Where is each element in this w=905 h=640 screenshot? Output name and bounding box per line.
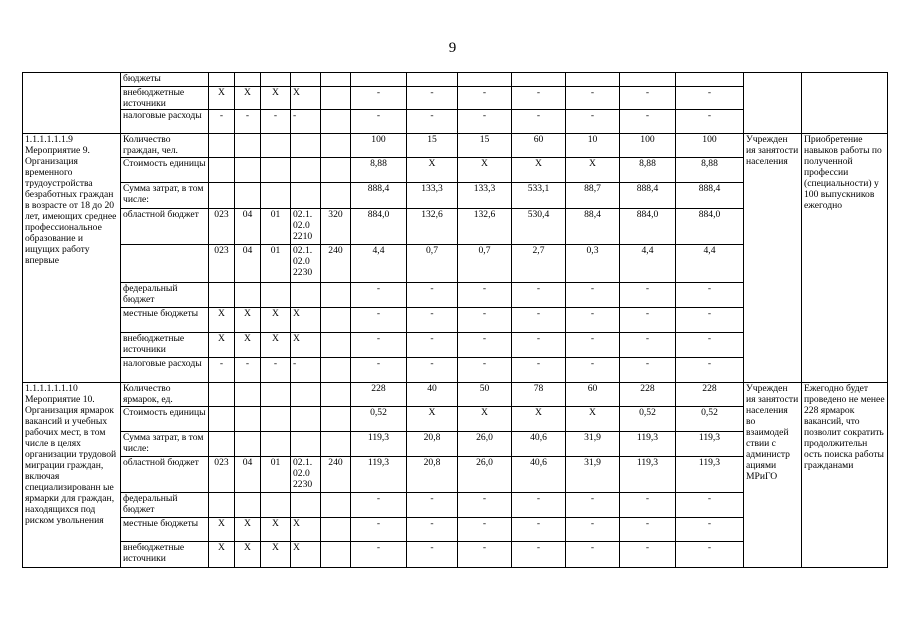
continued-activity-cell (23, 73, 121, 134)
amount-cell: - (620, 333, 676, 358)
budget-code-cell: Х (235, 333, 261, 358)
amount-cell: - (566, 358, 620, 383)
amount-cell (512, 73, 566, 87)
amount-cell: 530,4 (512, 209, 566, 245)
funding-source-cell: Сумма затрат, в том числе: (121, 432, 209, 457)
amount-cell: - (351, 283, 407, 308)
funding-source-cell: внебюджетные источники (121, 333, 209, 358)
budget-code-cell: - (291, 110, 321, 134)
funding-source-cell: местные бюджеты (121, 308, 209, 333)
amount-cell: 40,6 (512, 432, 566, 457)
amount-cell: 888,4 (351, 183, 407, 209)
amount-cell: - (566, 493, 620, 518)
amount-cell: 40,6 (512, 457, 566, 493)
amount-cell: - (512, 493, 566, 518)
executor-cell: Учрежден ия занятости населения во взаимодей ствии с администр ациями МРиГО (744, 383, 802, 568)
funding-source-cell: внебюджетные источники (121, 542, 209, 568)
amount-cell: 60 (512, 134, 566, 158)
amount-cell: - (512, 542, 566, 568)
amount-cell: - (407, 283, 458, 308)
amount-cell: - (620, 518, 676, 542)
amount-cell: 78 (512, 383, 566, 407)
amount-cell: - (566, 542, 620, 568)
budget-code-cell: 320 (321, 209, 351, 245)
budget-code-cell (291, 158, 321, 183)
amount-cell: - (566, 333, 620, 358)
amount-cell: - (512, 518, 566, 542)
budget-code-cell (261, 407, 291, 432)
amount-cell: - (458, 333, 512, 358)
budget-code-cell: 01 (261, 457, 291, 493)
budget-code-cell: 240 (321, 457, 351, 493)
amount-cell: 0,3 (566, 245, 620, 283)
budget-code-cell (321, 283, 351, 308)
funding-source-cell: областной бюджет (121, 209, 209, 245)
budget-code-cell (291, 73, 321, 87)
amount-cell: 228 (620, 383, 676, 407)
budget-code-cell (321, 432, 351, 457)
budget-code-cell: 023 (209, 245, 235, 283)
amount-cell: - (566, 87, 620, 110)
amount-cell: - (458, 308, 512, 333)
budget-code-cell (321, 493, 351, 518)
budget-code-cell: - (209, 358, 235, 383)
budget-code-cell (261, 183, 291, 209)
budget-code-cell (291, 134, 321, 158)
budget-code-cell: Х (235, 542, 261, 568)
amount-cell: 4,4 (620, 245, 676, 283)
funding-source-cell: федеральный бюджет (121, 493, 209, 518)
amount-cell: 133,3 (407, 183, 458, 209)
budget-code-cell (209, 407, 235, 432)
amount-cell: 100 (620, 134, 676, 158)
amount-cell: - (458, 493, 512, 518)
budget-code-cell: Х (261, 308, 291, 333)
budget-code-cell: Х (261, 518, 291, 542)
table-row (23, 383, 888, 407)
amount-cell: - (512, 283, 566, 308)
amount-cell: 228 (676, 383, 744, 407)
amount-cell: 119,3 (620, 432, 676, 457)
amount-cell (351, 73, 407, 87)
budget-code-cell: 01 (261, 245, 291, 283)
amount-cell: - (566, 110, 620, 134)
amount-cell: Х (458, 158, 512, 183)
amount-cell: 0,7 (458, 245, 512, 283)
budget-code-cell (235, 283, 261, 308)
amount-cell: 884,0 (351, 209, 407, 245)
amount-cell: Х (458, 407, 512, 432)
budget-code-cell (209, 283, 235, 308)
budget-code-cell: Х (209, 87, 235, 110)
budget-code-cell (209, 493, 235, 518)
budget-code-cell (321, 87, 351, 110)
amount-cell: 132,6 (407, 209, 458, 245)
budget-code-cell: - (261, 110, 291, 134)
amount-cell: - (676, 358, 744, 383)
budget-code-cell (235, 73, 261, 87)
amount-cell (458, 73, 512, 87)
amount-cell: - (620, 542, 676, 568)
funding-source-cell: налоговые расходы (121, 358, 209, 383)
amount-cell: - (407, 518, 458, 542)
amount-cell: - (620, 358, 676, 383)
amount-cell: - (512, 333, 566, 358)
budget-code-cell: - (235, 110, 261, 134)
amount-cell: 8,88 (620, 158, 676, 183)
amount-cell: - (620, 87, 676, 110)
budget-code-cell: Х (209, 542, 235, 568)
activity-title-cell: 1.1.1.1.1.1.9 Мероприятие 9. Организация временного трудоустройства безработных граждан в возрасте от 18 до 20 лет, имеющих среднее профессиональное образование и ищущих работу впервые (23, 134, 121, 383)
executor-cell (744, 73, 802, 134)
amount-cell: 888,4 (620, 183, 676, 209)
table-row (23, 73, 888, 87)
amount-cell: - (676, 333, 744, 358)
amount-cell: 4,4 (351, 245, 407, 283)
budget-code-cell (321, 542, 351, 568)
budget-code-cell (209, 134, 235, 158)
budget-code-cell: Х (209, 333, 235, 358)
amount-cell: 8,88 (351, 158, 407, 183)
funding-source-cell: налоговые расходы (121, 110, 209, 134)
amount-cell: 119,3 (351, 432, 407, 457)
budget-code-cell (291, 407, 321, 432)
amount-cell: 0,52 (351, 407, 407, 432)
budget-code-cell: Х (209, 308, 235, 333)
amount-cell: 15 (407, 134, 458, 158)
budget-code-cell (261, 73, 291, 87)
amount-cell: - (512, 110, 566, 134)
amount-cell (620, 73, 676, 87)
budget-code-cell (321, 407, 351, 432)
budget-code-cell: 02.1. 02.0 2230 (291, 245, 321, 283)
budget-code-cell (209, 183, 235, 209)
budget-code-cell: - (291, 358, 321, 383)
funding-source-cell: внебюджетные источники (121, 87, 209, 110)
amount-cell: - (351, 110, 407, 134)
amount-cell: - (566, 308, 620, 333)
amount-cell: - (351, 333, 407, 358)
amount-cell: - (458, 518, 512, 542)
amount-cell: 4,4 (676, 245, 744, 283)
amount-cell: 119,3 (676, 457, 744, 493)
amount-cell: - (458, 87, 512, 110)
amount-cell: 88,4 (566, 209, 620, 245)
funding-source-cell: федеральный бюджет (121, 283, 209, 308)
amount-cell: 228 (351, 383, 407, 407)
funding-source-cell: областной бюджет (121, 457, 209, 493)
budget-code-cell: 04 (235, 245, 261, 283)
amount-cell: - (351, 87, 407, 110)
amount-cell: 133,3 (458, 183, 512, 209)
amount-cell: - (620, 283, 676, 308)
amount-cell: 100 (351, 134, 407, 158)
budget-code-cell (261, 432, 291, 457)
funding-source-cell: Стоимость единицы (121, 407, 209, 432)
amount-cell: - (620, 493, 676, 518)
amount-cell: 15 (458, 134, 512, 158)
budget-code-cell: 02.1. 02.0 2210 (291, 209, 321, 245)
amount-cell: - (351, 493, 407, 518)
amount-cell: 119,3 (676, 432, 744, 457)
budget-code-cell (291, 283, 321, 308)
budget-code-cell: Х (209, 518, 235, 542)
budget-code-cell (321, 358, 351, 383)
amount-cell: - (351, 542, 407, 568)
amount-cell (566, 73, 620, 87)
budget-code-cell: Х (291, 518, 321, 542)
amount-cell: 50 (458, 383, 512, 407)
amount-cell: - (407, 333, 458, 358)
budget-code-cell: 01 (261, 209, 291, 245)
amount-cell: Х (512, 158, 566, 183)
budget-code-cell: 02.1. 02.0 2230 (291, 457, 321, 493)
amount-cell: Х (407, 407, 458, 432)
amount-cell: 0,52 (676, 407, 744, 432)
budget-code-cell: Х (261, 333, 291, 358)
amount-cell: 31,9 (566, 457, 620, 493)
budget-code-cell: 023 (209, 457, 235, 493)
budget-code-cell (209, 432, 235, 457)
amount-cell: - (512, 308, 566, 333)
budget-code-cell (321, 158, 351, 183)
amount-cell: Х (512, 407, 566, 432)
budget-code-cell: Х (261, 542, 291, 568)
budget-code-cell (321, 308, 351, 333)
amount-cell: 100 (676, 134, 744, 158)
budget-code-cell: 240 (321, 245, 351, 283)
budget-code-cell (321, 183, 351, 209)
amount-cell: 2,7 (512, 245, 566, 283)
budget-code-cell (321, 383, 351, 407)
amount-cell: 20,8 (407, 457, 458, 493)
budget-code-cell: 023 (209, 209, 235, 245)
result-cell: Приобретение навыков работы по полученной профессии (специальности) у 100 выпускников ежегодно (802, 134, 888, 383)
amount-cell: - (458, 358, 512, 383)
amount-cell: - (407, 110, 458, 134)
budget-code-cell: - (209, 110, 235, 134)
amount-cell: - (407, 87, 458, 110)
budget-code-cell: Х (235, 308, 261, 333)
amount-cell: 88,7 (566, 183, 620, 209)
budget-code-cell (235, 432, 261, 457)
budget-code-cell (235, 183, 261, 209)
amount-cell: Х (407, 158, 458, 183)
budget-code-cell: 04 (235, 457, 261, 493)
result-cell (802, 73, 888, 134)
amount-cell: - (351, 518, 407, 542)
funding-source-cell: местные бюджеты (121, 518, 209, 542)
budget-code-cell (209, 158, 235, 183)
amount-cell: - (351, 358, 407, 383)
budget-code-cell (291, 383, 321, 407)
amount-cell: - (620, 308, 676, 333)
budget-code-cell: Х (261, 87, 291, 110)
amount-cell: 31,9 (566, 432, 620, 457)
amount-cell: - (458, 110, 512, 134)
budget-code-cell (291, 493, 321, 518)
amount-cell: 40 (407, 383, 458, 407)
budget-code-cell: 04 (235, 209, 261, 245)
amount-cell: 119,3 (351, 457, 407, 493)
amount-cell: - (566, 518, 620, 542)
amount-cell: - (676, 110, 744, 134)
amount-cell: - (676, 87, 744, 110)
budget-code-cell: Х (235, 87, 261, 110)
funding-source-cell: Сумма затрат, в том числе: (121, 183, 209, 209)
amount-cell: - (407, 308, 458, 333)
funding-source-cell: бюджеты (121, 73, 209, 87)
amount-cell: 119,3 (620, 457, 676, 493)
amount-cell: 132,6 (458, 209, 512, 245)
amount-cell: - (676, 493, 744, 518)
budget-code-cell (291, 183, 321, 209)
amount-cell: - (676, 283, 744, 308)
amount-cell: 26,0 (458, 432, 512, 457)
budget-code-cell (261, 493, 291, 518)
activity-title-cell: 1.1.1.1.1.1.10 Мероприятие 10. Организация ярмарок вакансий и учебных рабочих мест, в том числе в целях организации трудовой миграции граждан, включая специализированн ые ярмарки для граждан, находящихся под риском увольнения (23, 383, 121, 568)
amount-cell: - (676, 518, 744, 542)
budget-code-cell (321, 73, 351, 87)
amount-cell: 884,0 (620, 209, 676, 245)
budget-code-cell (235, 134, 261, 158)
page-number: 9 (448, 40, 457, 56)
amount-cell: 10 (566, 134, 620, 158)
table-row (23, 134, 888, 158)
amount-cell: 26,0 (458, 457, 512, 493)
budget-code-cell: - (261, 358, 291, 383)
budget-code-cell: Х (291, 542, 321, 568)
executor-cell: Учрежден ия занятости населения (744, 134, 802, 383)
amount-cell: - (351, 308, 407, 333)
amount-cell: 0,7 (407, 245, 458, 283)
amount-cell: 8,88 (676, 158, 744, 183)
budget-code-cell (209, 383, 235, 407)
funding-source-cell (121, 245, 209, 283)
amount-cell: - (407, 542, 458, 568)
funding-source-cell: Стоимость единицы (121, 158, 209, 183)
amount-cell: - (458, 283, 512, 308)
budget-code-cell: Х (291, 308, 321, 333)
amount-cell: - (566, 283, 620, 308)
amount-cell: 0,52 (620, 407, 676, 432)
budget-code-cell: - (235, 358, 261, 383)
budget-code-cell (261, 383, 291, 407)
amount-cell: Х (566, 407, 620, 432)
budget-code-cell (235, 493, 261, 518)
budget-code-cell: Х (291, 333, 321, 358)
amount-cell: Х (566, 158, 620, 183)
amount-cell (676, 73, 744, 87)
funding-source-cell: Количество ярмарок, ед. (121, 383, 209, 407)
amount-cell (407, 73, 458, 87)
budget-code-cell (321, 134, 351, 158)
amount-cell: 60 (566, 383, 620, 407)
amount-cell: - (620, 110, 676, 134)
budget-code-cell (321, 518, 351, 542)
amount-cell: - (512, 87, 566, 110)
amount-cell: - (407, 493, 458, 518)
amount-cell: 884,0 (676, 209, 744, 245)
amount-cell: - (676, 542, 744, 568)
amount-cell: 20,8 (407, 432, 458, 457)
amount-cell: - (407, 358, 458, 383)
budget-code-cell (261, 134, 291, 158)
budget-code-cell (261, 158, 291, 183)
funding-source-cell: Количество граждан, чел. (121, 134, 209, 158)
budget-code-cell (209, 73, 235, 87)
budget-code-cell: Х (291, 87, 321, 110)
amount-cell: 888,4 (676, 183, 744, 209)
budget-code-cell (235, 383, 261, 407)
budget-code-cell (321, 110, 351, 134)
budget-code-cell (235, 407, 261, 432)
budget-code-cell (321, 333, 351, 358)
budget-code-cell (291, 432, 321, 457)
budget-code-cell (261, 283, 291, 308)
amount-cell: - (512, 358, 566, 383)
program-budget-table (22, 72, 888, 568)
amount-cell: 533,1 (512, 183, 566, 209)
budget-code-cell: Х (235, 518, 261, 542)
budget-code-cell (235, 158, 261, 183)
amount-cell: - (458, 542, 512, 568)
result-cell: Ежегодно будет проведено не менее 228 ярмарок вакансий, что позволит сократить продолжительн ость поиска работы гражданами (802, 383, 888, 568)
amount-cell: - (676, 308, 744, 333)
